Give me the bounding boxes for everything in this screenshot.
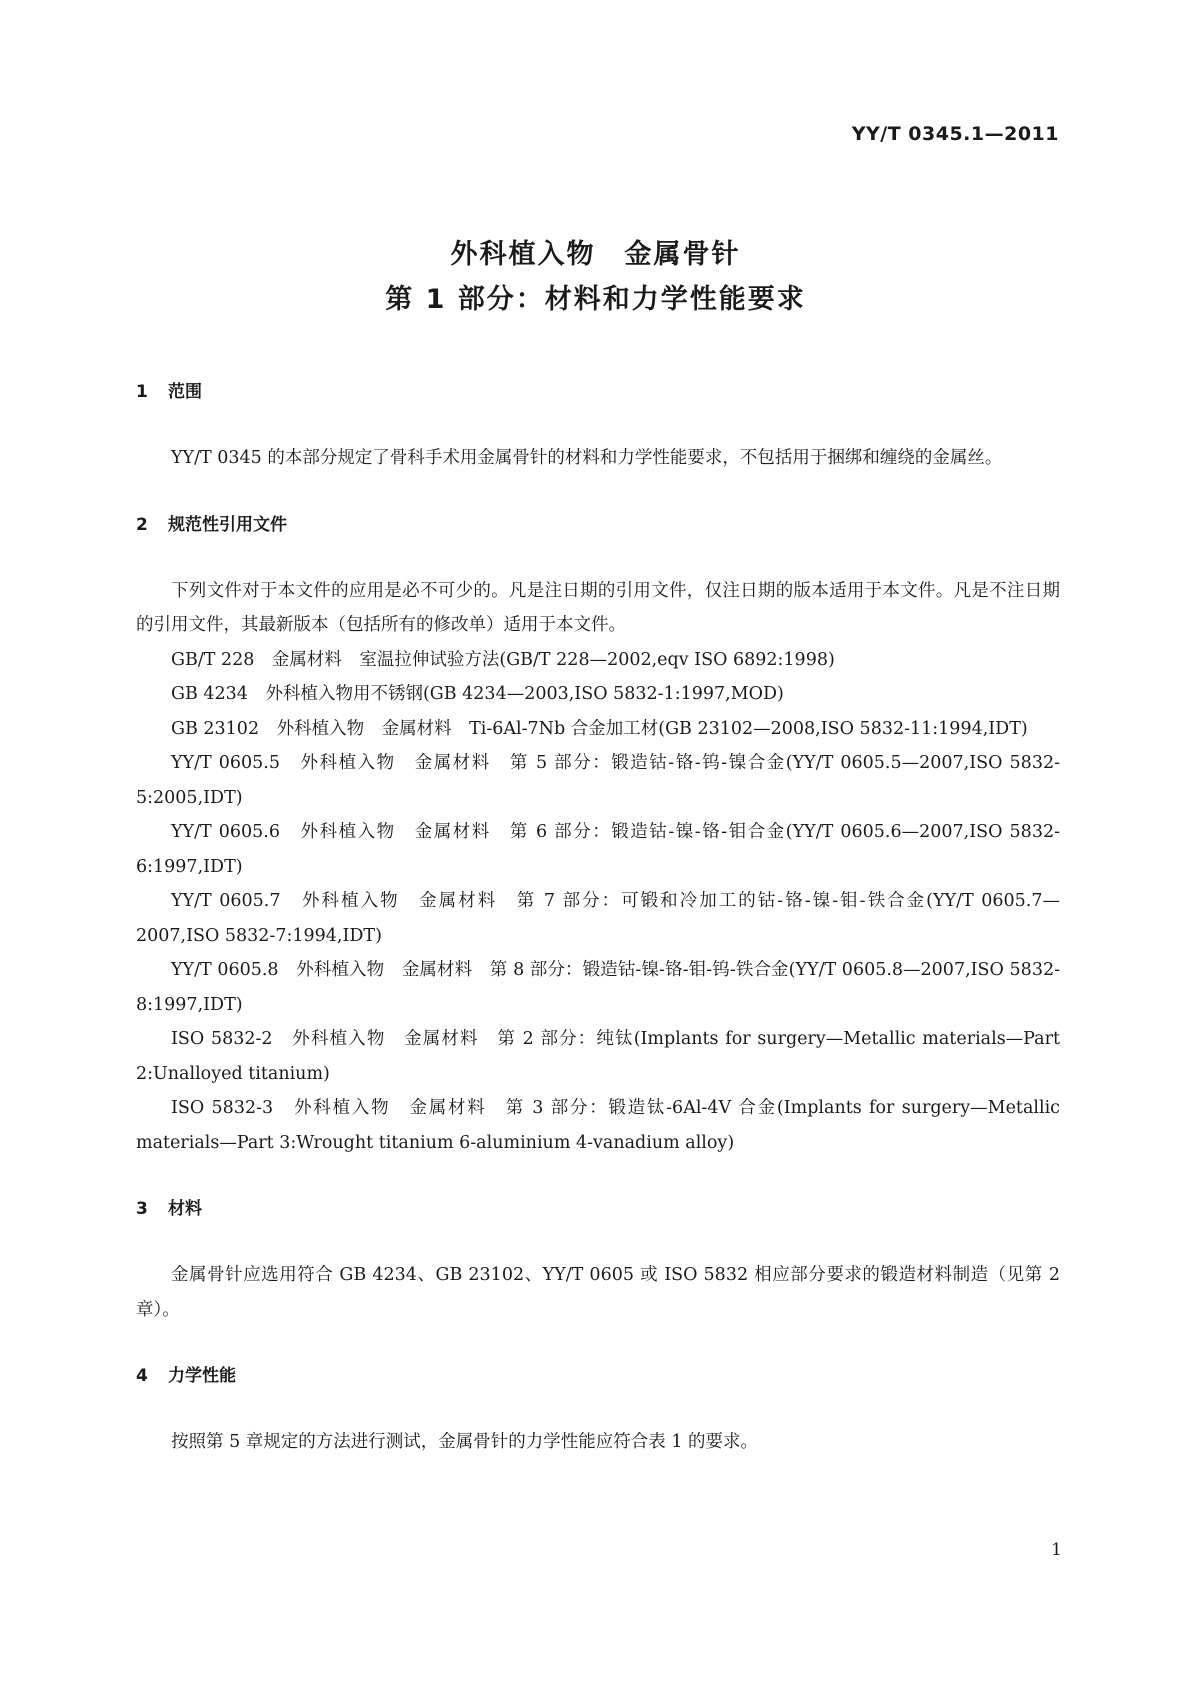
reference-item: YY/T 0605.6 外科植入物 金属材料 第 6 部分：锻造钴-镍-铬-钼合金(YY/T 0605.6—2007,ISO 5832-6:1997,IDT): [136, 822, 1060, 877]
reference-item: YY/T 0605.7 外科植入物 金属材料 第 7 部分：可锻和冷加工的钴-铬-镍-钼-铁合金(YY/T 0605.7—2007,ISO 5832-7:1994,IDT): [136, 891, 1060, 946]
section-number: 1: [136, 382, 148, 402]
section-title: 范围: [168, 382, 202, 402]
reference-item: GB 4234 外科植入物用不锈钢(GB 4234—2003,ISO 5832-1:1997,MOD): [171, 684, 784, 704]
reference-item: YY/T 0605.5 外科植入物 金属材料 第 5 部分：锻造钴-铬-钨-镍合金(YY/T 0605.5—2007,ISO 5832-5:2005,IDT): [136, 753, 1060, 808]
materials-paragraph: 金属骨针应选用符合 GB 4234、GB 23102、YY/T 0605 或 ISO 5832 相应部分要求的锻造材料制造（见第 2 章）。: [136, 1265, 1060, 1320]
document-title-line-2: 第 1 部分：材料和力学性能要求: [385, 284, 806, 315]
section-number: 3: [136, 1199, 148, 1219]
scope-paragraph: YY/T 0345 的本部分规定了骨科手术用金属骨针的材料和力学性能要求，不包括用于捆绑和缠绕的金属丝。: [171, 448, 1003, 468]
mechanical-properties-paragraph: 按照第 5 章规定的方法进行测试，金属骨针的力学性能应符合表 1 的要求。: [171, 1432, 759, 1452]
section-title: 材料: [168, 1199, 202, 1219]
document-title-line-1: 外科植入物 金属骨针: [450, 239, 741, 270]
section-number: 4: [136, 1366, 148, 1386]
standard-code: YY/T 0345.1—2011: [851, 123, 1059, 145]
section-number: 2: [136, 514, 148, 535]
references-intro-paragraph: 下列文件对于本文件的应用是必不可少的。凡是注日期的引用文件，仅注日期的版本适用于本文件。凡是不注日期的引用文件，其最新版本（包括所有的修改单）适用于本文件。: [136, 580, 1060, 635]
section-heading-scope: [136, 380, 1060, 404]
page-number: 1: [1051, 1540, 1062, 1560]
reference-item: GB 23102 外科植入物 金属材料 Ti-6Al-7Nb 合金加工材(GB 23102—2008,ISO 5832-11:1994,IDT): [171, 718, 1028, 739]
reference-item: ISO 5832-2 外科植入物 金属材料 第 2 部分：纯钛(Implants for surgery—Metallic materials—Part 2:Unalloyed titanium): [136, 1029, 1060, 1084]
section-heading-materials: [136, 1197, 1060, 1221]
reference-item: ISO 5832-3 外科植入物 金属材料 第 3 部分：锻造钛-6Al-4V 合金(Implants for surgery—Metallic materials—Part 3:Wrought titanium 6-aluminium 4-vanadium alloy): [136, 1098, 1060, 1153]
reference-item: GB/T 228 金属材料 室温拉伸试验方法(GB/T 228—2002,eqv ISO 6892:1998): [171, 649, 835, 670]
section-title: 规范性引用文件: [168, 514, 287, 535]
section-title: 力学性能: [168, 1366, 236, 1386]
section-heading-normative-references: [136, 513, 1060, 537]
section-heading-mechanical-properties: [136, 1364, 1060, 1388]
document-body: [136, 380, 1060, 1460]
reference-list: [136, 643, 1060, 1161]
reference-item: YY/T 0605.8 外科植入物 金属材料 第 8 部分：锻造钴-镍-铬-钼-钨-铁合金(YY/T 0605.8—2007,ISO 5832-8:1997,IDT): [136, 960, 1060, 1015]
